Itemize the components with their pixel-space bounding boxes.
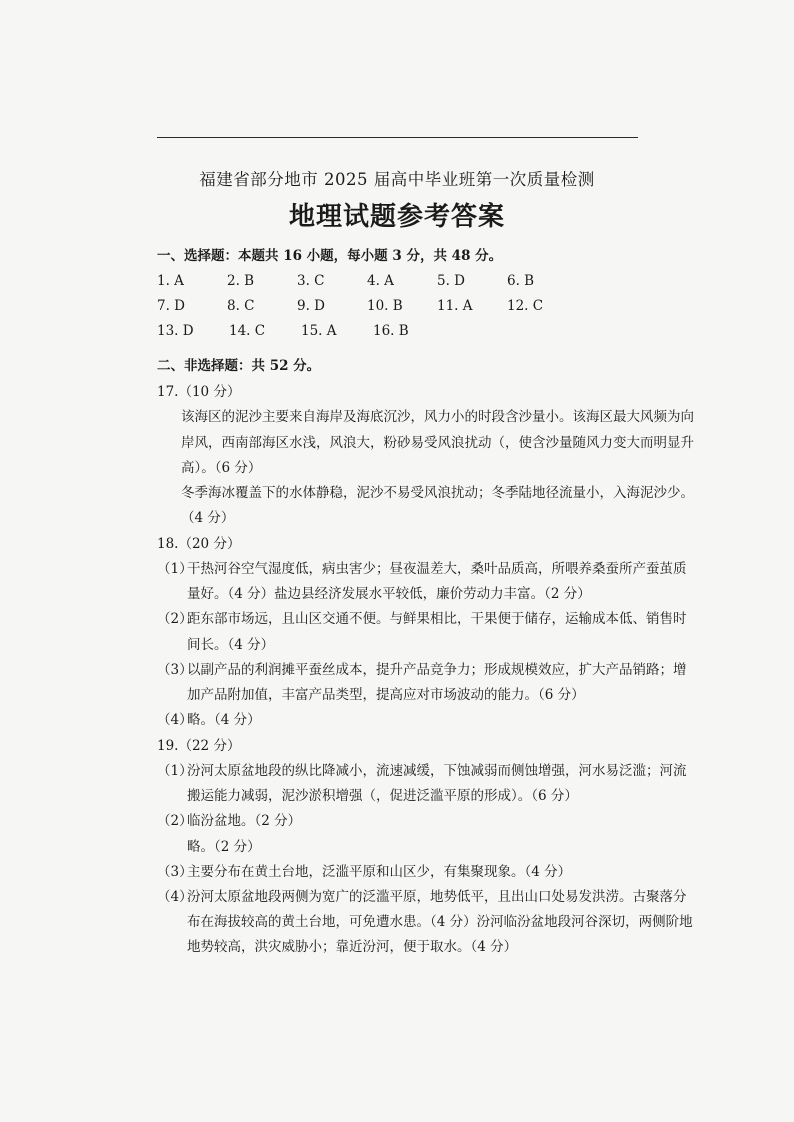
q18-line: 干热河谷空气湿度低，病虫害少；昼夜温差大，桑叶品质高，所喂养桑蚕所产蚕茧质	[187, 561, 687, 577]
answer-cell: 13. D	[157, 322, 194, 339]
q17-line: 冬季海冰覆盖下的水体静稳，泥沙不易受风浪扰动；冬季陆地径流量小，入海泥沙少。	[181, 485, 694, 501]
q18-line: 加产品附加值，丰富产品类型，提高应对市场波动的能力。（6 分）	[187, 687, 585, 703]
q17-label: 17.（10 分）	[157, 384, 241, 400]
answer-row	[157, 293, 577, 318]
exam-subtitle: 福建省部分地市 2025 届高中毕业班第一次质量检测	[199, 170, 595, 189]
q19-part-num: （4）	[157, 889, 193, 905]
q18-part-num: （3）	[157, 662, 193, 678]
answer-cell: 2. B	[227, 272, 255, 289]
q18-line: 略。（4 分）	[187, 712, 261, 728]
q18-part-num: （1）	[157, 561, 193, 577]
q17-line: （4 分）	[181, 510, 235, 526]
choice-answer-grid	[157, 268, 577, 343]
answer-cell: 9. D	[297, 297, 325, 314]
q17-line: 该海区的泥沙主要来自海岸及海底沉沙，风力小的时段含沙量小。该海区最大风频为向	[181, 409, 694, 425]
answer-row	[157, 318, 577, 343]
answer-cell: 15. A	[301, 322, 337, 339]
section2-heading: 二、非选择题：共 52 分。	[157, 358, 321, 374]
q18-line: 间长。（4 分）	[187, 637, 275, 653]
answer-cell: 5. D	[437, 272, 465, 289]
q18-line: 量好。（4 分）盐边县经济发展水平较低，廉价劳动力丰富。（2 分）	[187, 586, 591, 602]
q19-line: 主要分布在黄土台地，泛滥平原和山区少，有集聚现象。（4 分）	[187, 864, 572, 880]
page-title: 地理试题参考答案	[288, 202, 505, 232]
top-rule	[157, 137, 638, 138]
q19-part-num: （2）	[157, 813, 193, 829]
q18-label: 18.（20 分）	[157, 536, 241, 552]
q19-line: 汾河太原盆地段的纵比降减小，流速减缓，下蚀减弱而侧蚀增强，河水易泛滥；河流	[187, 763, 687, 779]
section1-heading: 一、选择题：本题共 16 小题，每小题 3 分，共 48 分。	[157, 248, 503, 264]
answer-cell: 12. C	[507, 297, 544, 314]
q19-part-num: （1）	[157, 763, 193, 779]
q18-part-num: （2）	[157, 611, 193, 627]
q19-line: 临汾盆地。（2 分）	[187, 813, 302, 829]
answer-cell: 11. A	[437, 297, 473, 314]
answer-cell: 16. B	[373, 322, 409, 339]
answer-cell: 14. C	[229, 322, 266, 339]
answer-cell: 4. A	[367, 272, 394, 289]
answer-cell: 3. C	[297, 272, 325, 289]
q19-line: 略。（2 分）	[187, 839, 261, 855]
q19-line: 汾河太原盆地段两侧为宽广的泛滥平原，地势低平，且出山口处易发洪涝。古聚落分	[187, 889, 687, 905]
q18-line: 距东部市场远，且山区交通不便。与鲜果相比，干果便于储存，运输成本低、销售时	[187, 611, 687, 627]
answer-cell: 10. B	[367, 297, 403, 314]
q19-line: 布在海拔较高的黄土台地，可免遭水患。（4 分）汾河临汾盆地段河谷深切，两侧阶地	[187, 914, 693, 930]
q17-line: 岸风，西南部海区水浅，风浪大，粉砂易受风浪扰动（，使含沙量随风力变大而明显升	[181, 435, 694, 451]
q19-label: 19.（22 分）	[157, 738, 241, 754]
answer-cell: 7. D	[157, 297, 185, 314]
q17-line: 高）。（6 分）	[181, 460, 262, 476]
answer-cell: 1. A	[157, 272, 184, 289]
q18-part-num: （4）	[157, 712, 193, 728]
q19-part-num: （3）	[157, 864, 193, 880]
answer-cell: 6. B	[507, 272, 535, 289]
answer-cell: 8. C	[227, 297, 255, 314]
q18-line: 以副产品的利润摊平蚕丝成本，提升产品竞争力；形成规模效应，扩大产品销路；增	[187, 662, 687, 678]
q19-line: 搬运能力减弱，泥沙淤积增强（，促进泛滥平原的形成）。（6 分）	[187, 788, 578, 804]
q19-line: 地势较高，洪灾威胁小；靠近汾河，便于取水。（4 分）	[187, 939, 518, 955]
answer-row	[157, 268, 577, 293]
